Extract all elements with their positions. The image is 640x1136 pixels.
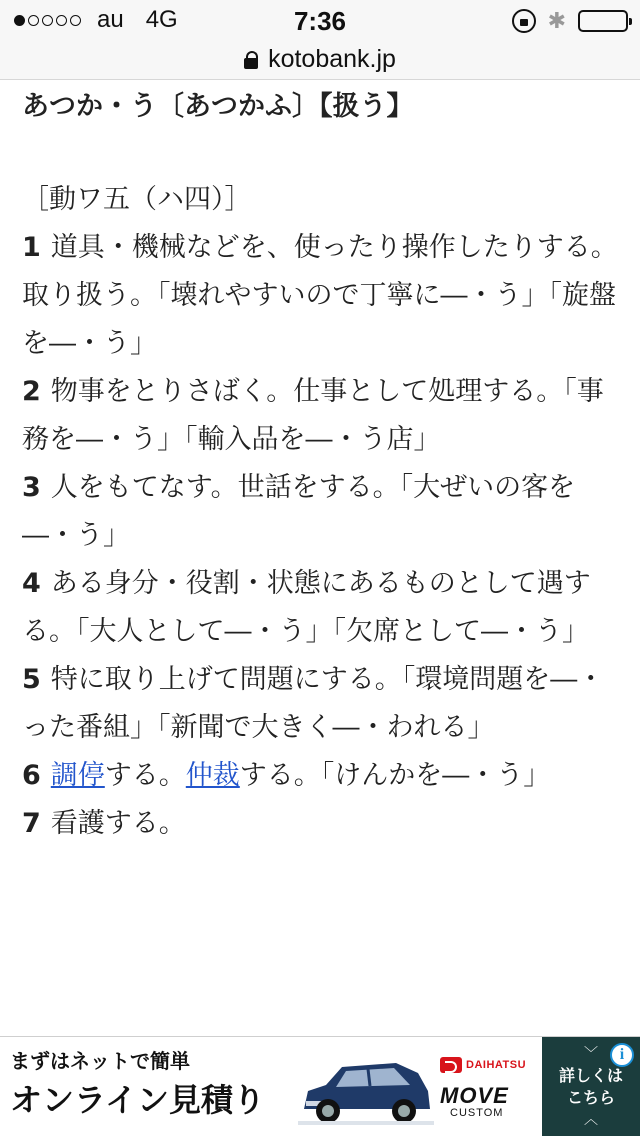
padlock-icon	[244, 51, 258, 69]
sense-text: ある身分・役割・状態にあるものとして遇する。「大人として―・う」「欠席として―・う」	[22, 568, 591, 647]
chevron-down-icon: ﹀	[584, 1046, 598, 1062]
car-image[interactable]	[296, 1051, 436, 1131]
dictionary-entry	[22, 84, 622, 848]
entry-headword: あつか・う〔あつかふ〕【扱う】	[22, 91, 414, 122]
link-chotei[interactable]: 調停	[50, 760, 105, 791]
network-type: 4G	[145, 6, 178, 33]
brand-logo[interactable]	[440, 1057, 536, 1127]
sense-text: 特に取り上げて問題にする。「環境問題を―・った番組」「新聞で大きく―・われる」	[22, 664, 605, 743]
sense-text: 物事をとりさばく。仕事として処理する。「事務を―・う」「輸入品を―・う店」	[22, 376, 604, 455]
sense-number: 2	[22, 376, 41, 407]
sense-number: 4	[22, 568, 41, 599]
sense-text: 道具・機械などを、使ったり操作したりする。取り扱う。「壊れやすいので丁寧に―・う」「旋盤を―・う」	[22, 232, 618, 359]
part-of-speech: ［動ワ五（ハ四）］	[22, 184, 252, 215]
sense-text: 看護する。	[50, 808, 186, 839]
daihatsu-logo-icon	[440, 1057, 462, 1073]
status-right	[512, 8, 628, 34]
chevron-up-icon: ︿	[584, 1112, 598, 1128]
sense-number: 5	[22, 664, 41, 695]
address-bar[interactable]	[0, 40, 640, 80]
url-text[interactable]: kotobank.jp	[268, 45, 396, 73]
status-time: 7:36	[293, 6, 347, 36]
sense-item	[22, 464, 622, 560]
ad-banner[interactable]	[0, 1036, 640, 1136]
sense-number: 3	[22, 472, 41, 503]
sense-text: する。	[104, 760, 186, 791]
sense-item	[22, 800, 622, 848]
battery-icon	[578, 10, 628, 32]
model-sub: CUSTOM	[450, 1107, 504, 1119]
brand-name: DAIHATSU	[466, 1059, 527, 1071]
sense-item	[22, 368, 622, 464]
ad-info-icon[interactable]: i	[610, 1043, 634, 1067]
ad-headline[interactable]: オンライン見積り	[10, 1081, 266, 1119]
sense-item	[22, 656, 622, 752]
carrier-name: au	[97, 6, 124, 33]
link-chusai[interactable]: 仲裁	[185, 760, 240, 791]
ad-tagline[interactable]: まずはネットで簡単	[10, 1049, 190, 1073]
bluetooth-icon: ✱	[547, 8, 566, 34]
sense-number: 6	[22, 760, 41, 791]
model-name: MOVE	[440, 1083, 509, 1108]
sense-number: 1	[22, 232, 41, 263]
sense-item	[22, 560, 622, 656]
status-bar	[0, 0, 640, 40]
sense-text: 人をもてなす。世話をする。「大ぜいの客を―・う」	[22, 472, 576, 551]
sense-number: 7	[22, 808, 41, 839]
cta-label: 詳しくは こちら	[558, 1066, 623, 1107]
sense-item	[22, 224, 622, 368]
sense-item	[22, 752, 622, 800]
sense-text: する。「けんかを―・う」	[239, 760, 551, 791]
ad-copy[interactable]	[10, 1047, 265, 1121]
orientation-lock-icon	[512, 9, 536, 33]
